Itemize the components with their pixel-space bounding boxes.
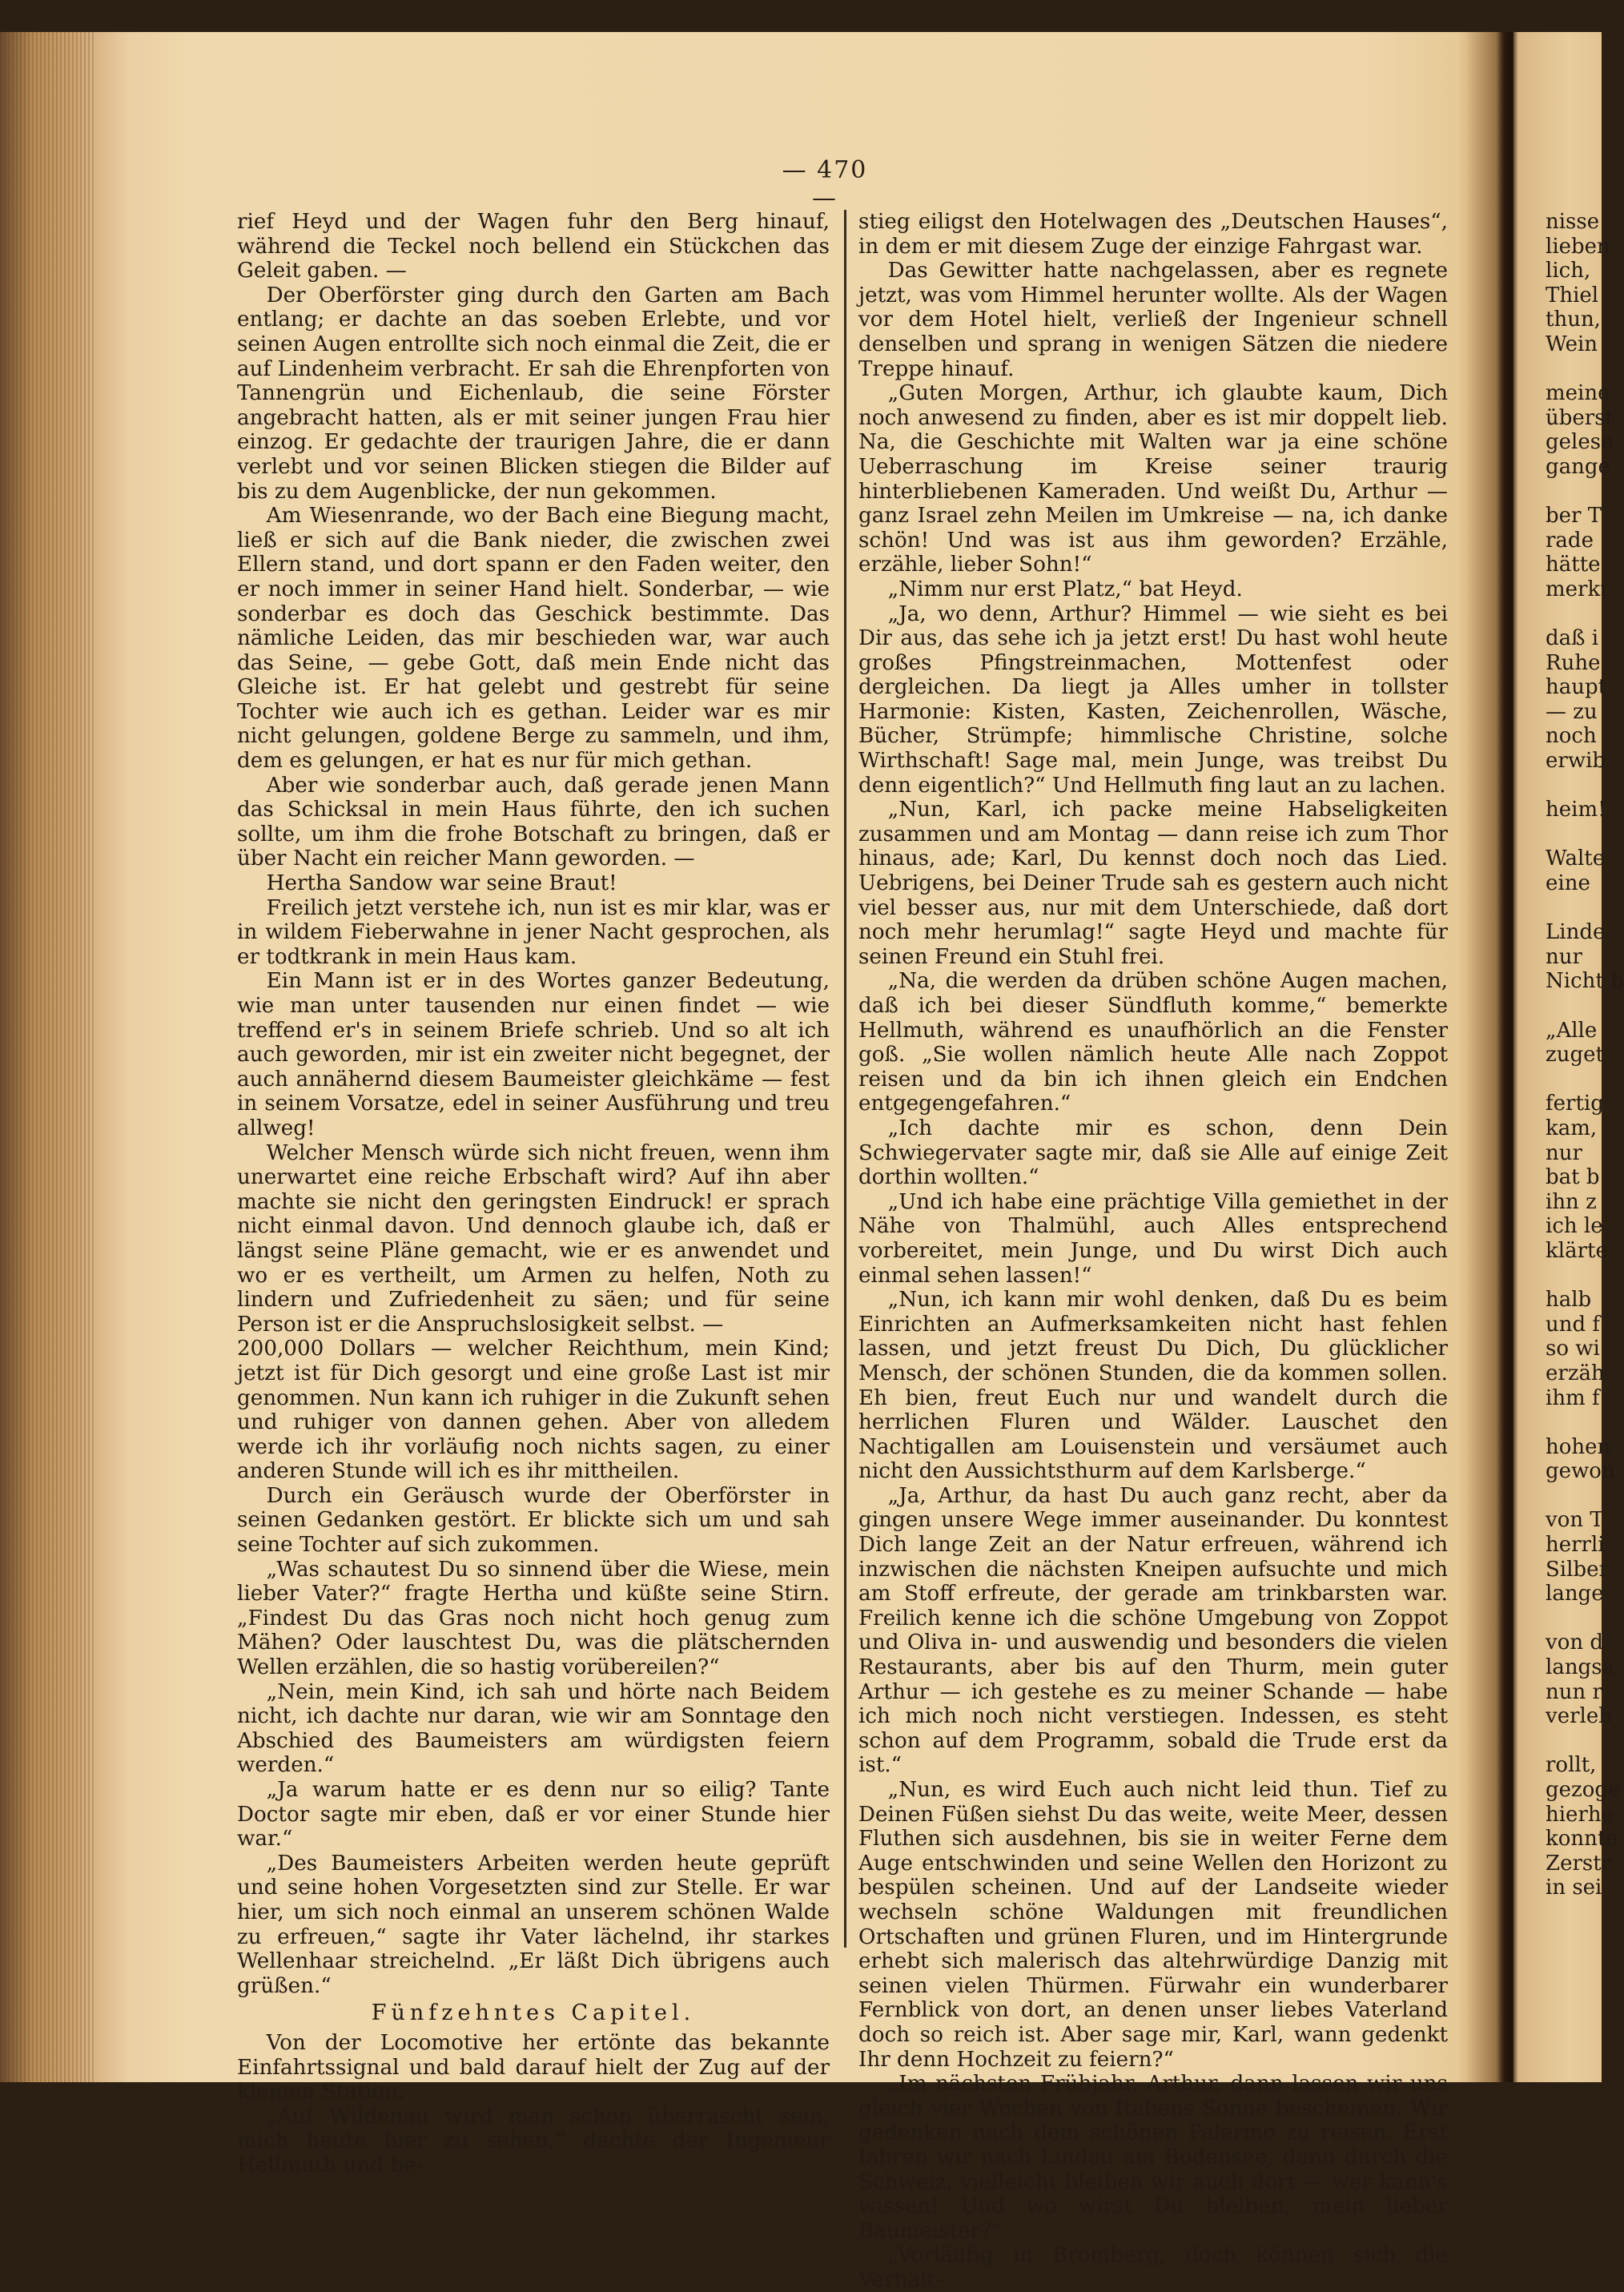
paragraph: Ein Mann ist er in des Wortes ganzer Bedeutung, wie man unter tausenden nur einen findet — wie treffend er's in seinem Briefe schrieb. Und so alt ich auch geworden, mir ist ein zweiter nicht begegnet, der auch annähernd diesem Baumeister gleichkäme — fest in seinem Vorsatze, edel in seiner Ausführung und treu allweg! [237, 969, 830, 1140]
fragment-line: herrli [1546, 1533, 1605, 1558]
fragment-line: daß i [1546, 626, 1599, 651]
paragraph: Am Wiesenrande, wo der Bach eine Biegung macht, ließ er sich auf die Bank nieder, die zwischen zwei Ellern stand, und dort spann er den Faden weiter, den er noch immer in seiner Hand hielt. Sonderbar, — wie sonderbar es doch das Geschick bestimmte. Das nämliche Leiden, das mir beschieden war, war auch das Seine, — gebe Gott, daß mein Ende nicht das Gleiche ist. Er hat gelebt und gestrebt für seine Tochter wie auch ich es gethan. Leider war es mir nicht gelungen, goldene Berge zu sammeln, und ihm, dem es gelungen, er hat es nur für mich gethan. [237, 504, 830, 774]
paragraph: Welcher Mensch würde sich nicht freuen, wenn ihm unerwartet eine reiche Erbschaft wird? Auf ihn aber machte sie nicht den geringsten Eindruck! er sprach nicht einmal davon. Und dennoch glaube ich, daß er längst seine Pläne gemacht, wie er es anwendet und wo er es vertheilt, um Armen zu helfen, Noth zu lindern und Zufriedenheit zu säen; und für seine Person ist er die Anspruchslosigkeit selbst. — [237, 1140, 830, 1337]
fragment-line: lieben [1546, 234, 1610, 259]
paragraph: „Ja warum hatte er es denn nur so eilig? Tante Doctor sagte mir eben, daß er vor einer Stunde hier war.“ [237, 1778, 830, 1852]
paragraph: „Nun, Karl, ich packe meine Habseligkeiten zusammen und am Montag — dann reise ich zum Thor hinaus, ade; Karl, Du kennst doch noch das Lied. Uebrigens, bei Deiner Trude sah es gestern auch nicht viel besser aus, nur mit dem Unterschiede, daß dort noch mehr herumlag!“ sagte Heyd und machte für seinen Freund ein Stuhl frei. [858, 798, 1448, 969]
left-column [237, 210, 830, 2178]
fragment-line: hätte [1546, 553, 1601, 577]
paragraph: „Nun, es wird Euch auch nicht leid thun. Tief zu Deinen Füßen siehst Du das weite, weite Meer, dessen Fluthen sich ausdehnen, bis sie in weiter Ferne dem Auge entschwinden und seine Wellen den Horizont zu bespülen scheinen. Und auf der Landseite wieder wechseln schöne Waldungen mit freundlichen Ortschaften und grünen Fluren, und im Hintergrunde erhebt sich malerisch das altehrwürdige Danzig mit seinen vielen Thürmen. Fürwahr ein wunderbarer Fernblick von dort, an denen unser liebes Vaterland doch so reich ist. Aber sage mir, Karl, wann gedenkt Ihr denn Hochzeit zu feiern?“ [858, 1778, 1448, 2072]
fragment-line: ihn z [1546, 1189, 1597, 1214]
paragraph: stieg eiligst den Hotelwagen des „Deutschen Hauses“, in dem er mit diesem Zuge der einzige Fahrgast war. [858, 210, 1448, 259]
fragment-line: und f [1546, 1312, 1601, 1337]
fragment-line: überst [1546, 405, 1614, 430]
fragment-line: in sei [1546, 1876, 1602, 1900]
paragraph: Hertha Sandow war seine Braut! [266, 871, 617, 896]
fragment-line: noch [1546, 724, 1597, 749]
fragment-line: erzäh [1546, 1361, 1605, 1385]
fragment-line: bat b [1546, 1165, 1600, 1190]
fragment-line: Silber [1546, 1557, 1609, 1582]
fragment-line [1546, 1068, 1602, 1092]
fragment-line [1546, 1484, 1602, 1509]
fragment-line: von T [1546, 1508, 1604, 1533]
fragment-line: Zerstr [1546, 1851, 1612, 1876]
fragment-line: Ruhe [1546, 650, 1601, 675]
fragment-line: eine [1546, 871, 1590, 896]
fragment-line: meine [1546, 381, 1610, 406]
fragment-line: nisse [1546, 210, 1600, 234]
right-column [858, 210, 1448, 2292]
paragraph: „Nimm nur erst Platz,“ bat Heyd. [887, 577, 1243, 601]
page-number: — 470 — [782, 156, 868, 212]
fragment-line: kam, [1546, 1116, 1598, 1140]
fragment-line [1546, 896, 1602, 921]
paragraph: Der Oberförster ging durch den Garten am Bach entlang; er dachte an das soeben Erlebte, und vor seinen Augen entrollte sich noch einmal die Zeit, die er auf Lindenheim verbracht. Er sah die Ehrenpforten von Tannengrün und Eichenlaub, die seine Förster angebracht hatten, als er mit seiner jungen Frau hier einzog. Er gedachte der traurigen Jahre, die er dann verlebt und vor seinen Blicken stiegen die Bilder auf bis zu dem Augenblicke, der nun gekommen. [237, 283, 830, 504]
fragment-line: heim! [1546, 798, 1606, 822]
fragment-line: — zu [1546, 699, 1598, 724]
paragraph: „Im nächsten Frühjahr, Arthur, dann lassen wir uns gleich vier Wochen von Italiens Sonne bescheinen. Wir gedenken nach dem schönen Palermo zu reisen. Erst fahren wir nach Lindau am Bodensee, dann durch die Schweiz, vielleicht bleiben wir auch dort — wer kann's wissen! Und wo wirst Du bleiben, mein lieber Baumeister?“ [858, 2072, 1448, 2243]
paragraph: „Nein, mein Kind, ich sah und hörte nach Beidem nicht, ich dachte nur daran, wie wir am Sonntage den Abschied des Baumeisters am würdigsten feiern werden.“ [237, 1679, 830, 1778]
fragment-line [1546, 1606, 1602, 1631]
paragraph: „Und ich habe eine prächtige Villa gemiethet in der Nähe von Thalmühl, auch Alles entsprechend vorbereitet, mein Junge, und Du wirst Dich auch einmal sehen lassen!“ [858, 1189, 1448, 1288]
gutter-shadow [1465, 32, 1513, 2082]
fragment-line: lange [1546, 1582, 1604, 1606]
fragment-line: Nicht b [1546, 969, 1624, 994]
fragment-line: Walte [1546, 846, 1606, 871]
fragment-line: von d [1546, 1631, 1603, 1655]
fragment-line [1546, 822, 1602, 847]
fragment-line: gange [1546, 454, 1610, 479]
fragment-line: hierhe [1546, 1802, 1614, 1827]
fragment-line: ihm f [1546, 1385, 1600, 1410]
page-edges [0, 32, 96, 2082]
paragraph: „Ja, Arthur, da hast Du auch ganz recht, aber da gingen unsere Wege immer auseinander. Du konntest Dich lange Zeit an der Natur erfreuen, während ich inzwischen die nächsten Kneipen aufsuchte und mich am Stoff erfreute, der gerade am trinkbarsten war. Freilich kenne ich die schöne Umgebung von Zoppot und Oliva in- und auswendig und besonders die vielen Restaurants, aber bis auf den Thurm, mein guter Arthur — ich gestehe es zu meiner Schande — habe ich mich noch nicht verstiegen. Indessen, es steht schon auf dem Programm, sobald die Trude erst da ist.“ [858, 1483, 1448, 1778]
paragraph: „Guten Morgen, Arthur, ich glaubte kaum, Dich noch anwesend zu finden, aber es ist mir doppelt lieb. Na, die Geschichte mit Walten war ja eine schöne Ueberraschung im Kreise seiner traurig hinterbliebenen Kameraden. Und weißt Du, Arthur — ganz Israel zehn Meilen im Umkreise — na, ich danke schön! Und was ist aus ihm geworden? Erzähle, erzähle, lieber Sohn!“ [858, 381, 1448, 577]
paragraph: Das Gewitter hatte nachgelassen, aber es regnete jetzt, was vom Himmel herunter wollte. Als der Wagen vor dem Hotel hielt, verließ der Ingenieur schnell denselben und sprang in wenigen Sätzen die niedere Treppe hinauf. [858, 259, 1448, 381]
fragment-line [1546, 774, 1602, 798]
paragraph: „Was schautest Du so sinnend über die Wiese, mein lieber Vater?“ fragte Hertha und küßte seine Stirn. „Findest Du das Gras noch nicht hoch genug zum Mähen? Oder lauschtest Du, was die plätschernden Wellen erzählen, die so hastig vorübereilen?“ [237, 1557, 830, 1680]
fragment-line: nur [1546, 1140, 1582, 1165]
paragraph: „Na, die werden da drüben schöne Augen machen, daß ich bei dieser Sündfluth komme,“ bemerkte Hellmuth, während es unaufhörlich an die Fenster goß. „Sie wollen nämlich heute Alle nach Zoppot reisen und da bin ich ihnen gleich ein Endchen entgegengefahren.“ [858, 969, 1448, 1116]
fragment-line: ich le [1546, 1214, 1603, 1239]
fragment-line [1546, 1264, 1602, 1289]
fragment-line: „Alle [1546, 1018, 1598, 1043]
fragment-line: ber T [1546, 504, 1602, 529]
fragment-line [1546, 994, 1602, 1019]
paragraph: Von der Locomotive her ertönte das bekannte Einfahrtssignal und bald darauf hielt der Zug auf der kleinen Station. [237, 2030, 830, 2105]
fragment-line [1546, 480, 1602, 505]
fragment-line: verleb [1546, 1704, 1612, 1729]
fragment-line [1546, 357, 1602, 382]
paragraph: Freilich jetzt verstehe ich, nun ist es mir klar, was er in wildem Fieberwahne in jener Nacht gesprochen, als er todtkrank in mein Haus kam. [237, 895, 830, 969]
column-rule [844, 210, 846, 1948]
fragment-line: gewon [1546, 1459, 1615, 1484]
fragment-line: Linde [1546, 920, 1606, 945]
fragment-line [1546, 1410, 1602, 1435]
fragment-line: zuget [1546, 1043, 1604, 1068]
fragment-line [1546, 1729, 1602, 1754]
fragment-line: fertig [1546, 1092, 1604, 1116]
fragment-line: hohen [1546, 1434, 1611, 1459]
fragment-line: nur [1546, 944, 1582, 969]
paragraph: Durch ein Geräusch wurde der Oberförster in seinen Gedanken gestört. Er blickte sich um und sah seine Tochter auf sich zukommen. [237, 1483, 830, 1558]
paragraph: rief Heyd und der Wagen fuhr den Berg hinauf, während die Teckel noch bellend ein Stückchen das Geleit gaben. — [237, 210, 830, 283]
facing-page-fragments [1546, 210, 1624, 1900]
fragment-line [1546, 602, 1602, 627]
fragment-line: rade [1546, 528, 1594, 553]
chapter-heading: Fünfzehntes Capitel. [371, 2000, 696, 2026]
fragment-line: lich, [1546, 259, 1591, 283]
paragraph: „Auf Wildenau wird man schon überrascht sein, mich heute hier zu sehen,“ dachte der Ingenieur Hellmuth und be- [237, 2104, 830, 2177]
fragment-line: Thiel [1546, 283, 1599, 308]
fragment-line: so wi [1546, 1337, 1600, 1361]
paragraph: „Ja, wo denn, Arthur? Himmel — wie sieht es bei Dir aus, das sehe ich ja jetzt erst! Du hast wohl heute großes Pfingstreinmachen, Mottenfest oder dergleichen. Da liegt ja Alles umher in tollster Harmonie: Kisten, Kasten, Zeichenrollen, Wäsche, Bücher, Strümpfe; himmlische Christine, solche Wirthschaft! Sage mal, mein Junge, was treibst Du denn eigentlich?“ Und Hellmuth fing laut an zu lachen. [858, 601, 1448, 798]
fragment-line: haupt [1546, 675, 1607, 700]
fragment-line: nun r [1546, 1679, 1602, 1704]
paragraph: „Vorläufig in Bromberg, doch können sich die Verhält- [858, 2243, 1448, 2292]
paragraph: „Des Baumeisters Arbeiten werden heute geprüft und seine hohen Vorgesetzten sind zur Stelle. Er war hier, um sich noch einmal an unserem schönen Walde zu erfreuen,“ sagte ihr Vater lächelnd, ihr starkes Wellenhaar streichelnd. „Er läßt Dich übrigens auch grüßen.“ [237, 1851, 830, 1998]
fragment-line: gelese [1546, 430, 1614, 455]
fragment-line: Wein [1546, 332, 1598, 356]
fragment-line: rollt, [1546, 1753, 1597, 1778]
paragraph: „Ich dachte mir es schon, denn Dein Schwiegervater sagte mir, daß sie Alle auf einige Zeit dorthin wollten.“ [858, 1116, 1448, 1190]
fragment-line: erwib [1546, 749, 1606, 774]
fragment-line: klärte [1546, 1238, 1608, 1263]
fragment-line: halb [1546, 1288, 1592, 1313]
fragment-line: merkt [1546, 577, 1609, 601]
paragraph: „Nun, ich kann mir wohl denken, daß Du es beim Einrichten an Aufmerksamkeiten nicht hast fehlen lassen, und jetzt freust Du Dich, Du glücklicher Mensch, der schönen Stunden, die da kommen sollen. Eh bien, freut Euch nur und wandelt durch die herrlichen Fluren und Wälder. Lauschet den Nachtigallen am Louisenstein und versäumet auch nicht den Aussichtsthurm auf dem Karlsberge.“ [858, 1288, 1448, 1484]
fragment-line: thun, [1546, 308, 1601, 332]
paragraph: 200,000 Dollars — welcher Reichthum, mein Kind; jetzt ist für Dich gesorgt und eine große Last ist mir genommen. Nun kann ich ruhiger in die Zukunft sehen und ruhiger von dannen gehen. Aber von alledem werde ich ihr vorläufig noch nichts sagen, zu einer anderen Stunde will ich es ihr mittheilen. [237, 1337, 830, 1484]
fragment-line: gezoge [1546, 1778, 1621, 1802]
paragraph: Aber wie sonderbar auch, daß gerade jenen Mann das Schicksal in mein Haus führte, den ich suchen sollte, um ihm die frohe Botschaft zu bringen, daß er über Nacht ein reicher Mann geworden. — [237, 773, 830, 871]
fragment-line: konnte [1546, 1827, 1618, 1852]
fragment-line: langsa [1546, 1655, 1615, 1680]
